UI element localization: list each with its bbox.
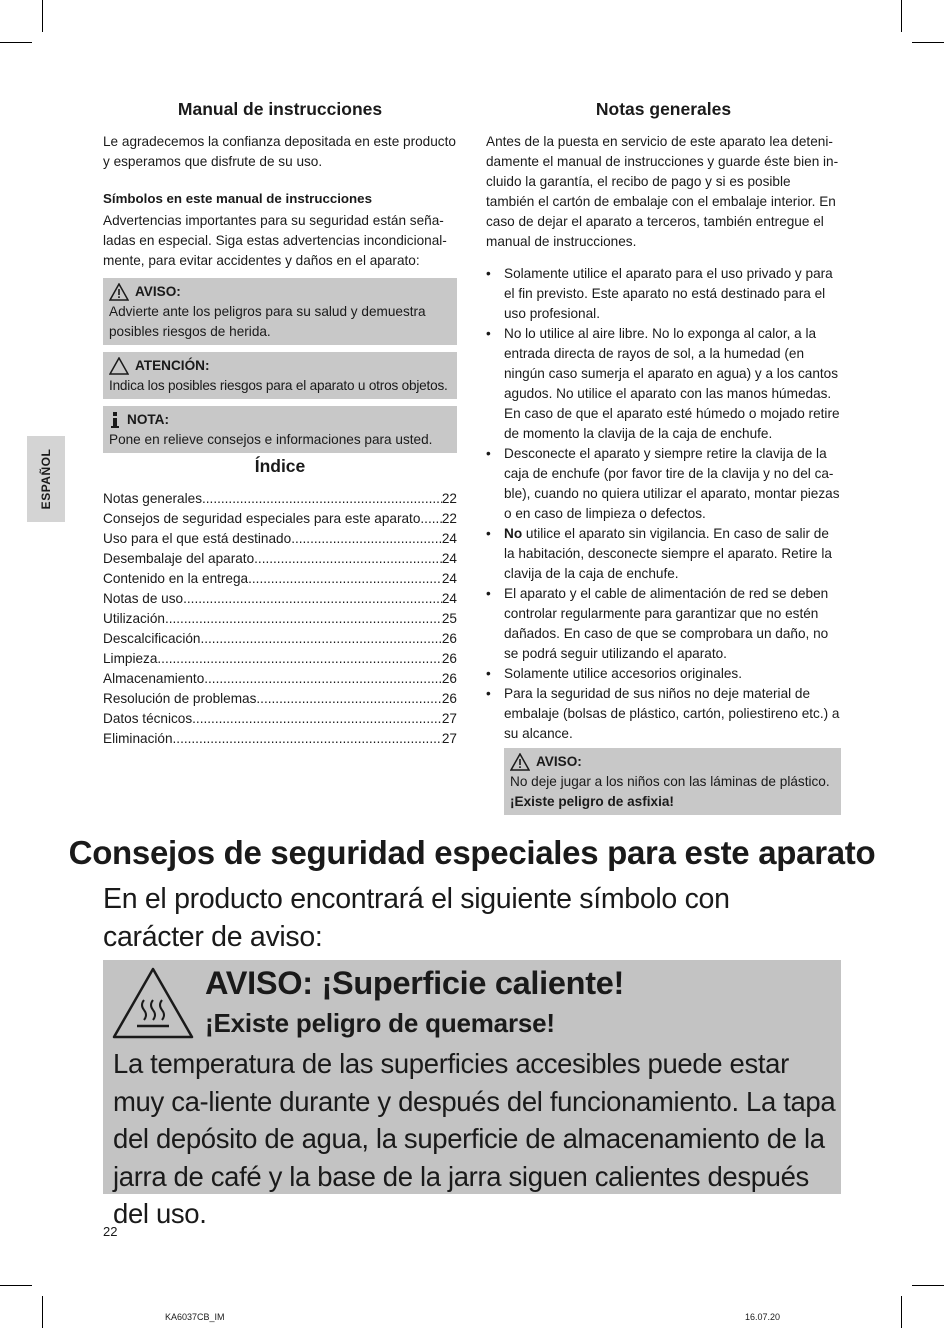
bullet-no-text: utilice el aparato sin vigilancia. En caso de salir de la habitación, desconecte siempre el aparato. Retire la clavija de la caja de enchufe. xyxy=(504,526,832,581)
crop-mark xyxy=(0,42,32,43)
toc-entry xyxy=(103,689,457,709)
nota-box xyxy=(103,406,457,453)
toc-entry-page: 26 xyxy=(441,631,457,646)
crop-mark xyxy=(42,1296,43,1328)
hot-surface-text: La temperatura de las superficies accesibles puede estar muy ca-liente durante y después del funcionamiento. La tapa del depósito de agua, la superficie de almacenamiento de la jarra de café y la base de la jarra siguen calientes después del uso. xyxy=(113,1048,836,1229)
caution-icon xyxy=(109,357,129,375)
aviso-box-children xyxy=(504,748,841,815)
aviso-bold-text: ¡Existe peligro de asfixia! xyxy=(510,794,674,809)
toc-entry-page: 27 xyxy=(441,711,457,726)
toc-entry-page: 22 xyxy=(441,491,457,506)
language-tab xyxy=(27,436,65,522)
toc-entry-label: Notas generales xyxy=(103,491,202,506)
toc-entry-label: Resolución de problemas xyxy=(103,691,257,706)
aviso-label: AVISO: xyxy=(536,754,582,769)
list-item xyxy=(486,524,841,584)
nota-label: NOTA: xyxy=(127,412,170,427)
toc-entry-page: 26 xyxy=(441,691,457,706)
toc-entry-page: 26 xyxy=(441,671,457,686)
toc-entry-page: 25 xyxy=(441,611,457,626)
toc-entry-page: 24 xyxy=(441,571,457,586)
toc-entry-label: Descalcificación xyxy=(103,631,201,646)
aviso-box xyxy=(103,278,457,345)
toc-entry xyxy=(103,669,457,689)
toc-entry-label: Consejos de seguridad especiales para este aparato xyxy=(103,511,421,526)
left-column xyxy=(103,96,457,749)
toc-leader-dots xyxy=(248,569,442,589)
safety-bullet-list xyxy=(486,264,841,744)
bold-no: No xyxy=(504,526,523,541)
toc-entry-label: Datos técnicos xyxy=(103,711,193,726)
list-item: • El aparato y el cable de alimentación de red se deben controlar regularmente para garantizar que no estén dañados. En caso de que se comprobara un daño, no se podrá seguir utilizando el aparato. xyxy=(486,584,841,664)
safety-title: Consejos de seguridad especiales para este aparato xyxy=(68,834,876,871)
page-number: 22 xyxy=(103,1224,118,1239)
aviso-text: Advierte ante los peligros para su salud y demuestra posibles riesgos de herida. xyxy=(109,304,426,339)
toc-leader-dots xyxy=(204,669,442,689)
index-title: Índice xyxy=(254,456,306,476)
crop-mark xyxy=(42,0,43,32)
toc-leader-dots xyxy=(173,729,442,749)
toc-leader-dots xyxy=(291,529,442,549)
atencion-box xyxy=(103,352,457,399)
list-item: • No lo utilice al aire libre. No lo exponga al calor, a la entrada directa de rayos de sol, a la humedad (en ningún caso sumerja el aparato en agua) y a los cantos agudos. No utilice el aparato con las manos húmedas. En caso de que el aparato esté húmedo o mojado retire de momento la clavija de la caja de enchufe. xyxy=(486,324,841,444)
toc-entry-page: 24 xyxy=(441,531,457,546)
crop-mark xyxy=(912,42,944,43)
atencion-text: Indica los posibles riesgos para el aparato u otros objetos. xyxy=(109,378,448,393)
toc-entry xyxy=(103,649,457,669)
toc-leader-dots xyxy=(256,689,441,709)
toc-leader-dots xyxy=(183,589,442,609)
crop-mark xyxy=(901,1296,902,1328)
warning-icon xyxy=(109,283,129,301)
right-column xyxy=(486,96,841,815)
toc-entry-label: Almacenamiento xyxy=(103,671,205,686)
hot-surface-icon xyxy=(111,966,195,1040)
toc-entry-label: Desembalaje del aparato xyxy=(103,551,255,566)
crop-mark xyxy=(901,0,902,32)
toc-leader-dots xyxy=(200,629,441,649)
toc-entry-page: 26 xyxy=(441,651,457,666)
toc-entry-page: 27 xyxy=(441,731,457,746)
list-item: • Para la seguridad de sus niños no deje material de embalaje (bolsas de plástico, cartón, poliestireno etc.) a su alcance. xyxy=(486,684,841,744)
toc-entry xyxy=(103,709,457,729)
toc-entry-label: Eliminación xyxy=(103,731,173,746)
hot-surface-title: AVISO: ¡Superficie caliente! xyxy=(205,965,625,1001)
toc-entry xyxy=(103,549,457,569)
symbols-heading: Símbolos en este manual de instrucciones xyxy=(103,191,372,206)
general-notes-title: Notas generales xyxy=(595,99,732,119)
hot-surface-subtitle: ¡Existe peligro de quemarse! xyxy=(205,1008,555,1038)
toc-entry xyxy=(103,509,457,529)
toc-entry xyxy=(103,629,457,649)
toc-entry xyxy=(103,729,457,749)
toc-leader-dots xyxy=(165,609,442,629)
toc-leader-dots xyxy=(420,509,441,529)
general-intro: Antes de la puesta en servicio de este aparato lea deteni-damente el manual de instrucciones y guarde éste bien in-cluido la garantía, el recibo de pago y si es posible también el cartón de embalaje con el embalaje interior. En caso de dejar el aparato a terceros, también entregue el manual de instrucciones. xyxy=(486,134,839,249)
list-item: • Solamente utilice el aparato para el uso privado y para el fin previsto. Este aparato no está destinado para el uso profesional. xyxy=(486,264,841,324)
crop-mark xyxy=(0,1285,32,1286)
list-item: • Solamente utilice accesorios originales. xyxy=(486,664,841,684)
toc-entry xyxy=(103,609,457,629)
footer-doc-id: KA6037CB_IM xyxy=(165,1312,225,1322)
toc-entry-page: 24 xyxy=(441,551,457,566)
aviso-text: No deje jugar a los niños con las láminas de plástico. xyxy=(510,774,830,789)
toc-entry xyxy=(103,489,457,509)
nota-text: Pone en relieve consejos e informaciones para usted. xyxy=(109,432,433,447)
atencion-label: ATENCIÓN: xyxy=(135,358,210,373)
warning-icon xyxy=(510,753,530,771)
language-tab-label: ESPAÑOL xyxy=(39,448,53,510)
toc-leader-dots xyxy=(202,489,442,509)
toc-entry xyxy=(103,589,457,609)
toc-entry xyxy=(103,569,457,589)
aviso-label: AVISO: xyxy=(135,284,181,299)
toc-leader-dots xyxy=(254,549,442,569)
toc-entry-label: Utilización xyxy=(103,611,165,626)
manual-title: Manual de instrucciones xyxy=(177,99,383,119)
safety-lead: En el producto encontrará el siguiente símbolo con carácter de aviso: xyxy=(103,883,730,953)
toc-entry-label: Limpieza xyxy=(103,651,158,666)
toc-entry-label: Uso para el que está destinado xyxy=(103,531,292,546)
toc-leader-dots xyxy=(157,649,441,669)
toc-entry xyxy=(103,529,457,549)
list-item: • Desconecte el aparato y siempre retire la clavija de la caja de enchufe (por favor tire de la clavija y no del ca-ble), cuando no quiera utilizar el aparato, montar piezas o en caso de limpieza o defectos. xyxy=(486,444,841,524)
table-of-contents xyxy=(103,489,457,749)
toc-entry-page: 24 xyxy=(441,591,457,606)
crop-mark xyxy=(912,1285,944,1286)
toc-entry-page: 22 xyxy=(441,511,457,526)
footer-date: 16.07.20 xyxy=(745,1312,781,1322)
toc-leader-dots xyxy=(192,709,442,729)
toc-entry-label: Contenido en la entrega xyxy=(103,571,249,586)
manual-intro: Le agradecemos la confianza depositada en este producto y esperamos que disfrute de su uso. xyxy=(103,134,456,169)
toc-entry-label: Notas de uso xyxy=(103,591,184,606)
symbols-text: Advertencias importantes para su seguridad están seña-ladas en especial. Siga estas advertencias incondicional-mente, para evitar accidentes y daños en el aparato: xyxy=(103,213,447,268)
info-icon xyxy=(109,411,121,429)
hot-surface-warning xyxy=(103,960,841,1229)
